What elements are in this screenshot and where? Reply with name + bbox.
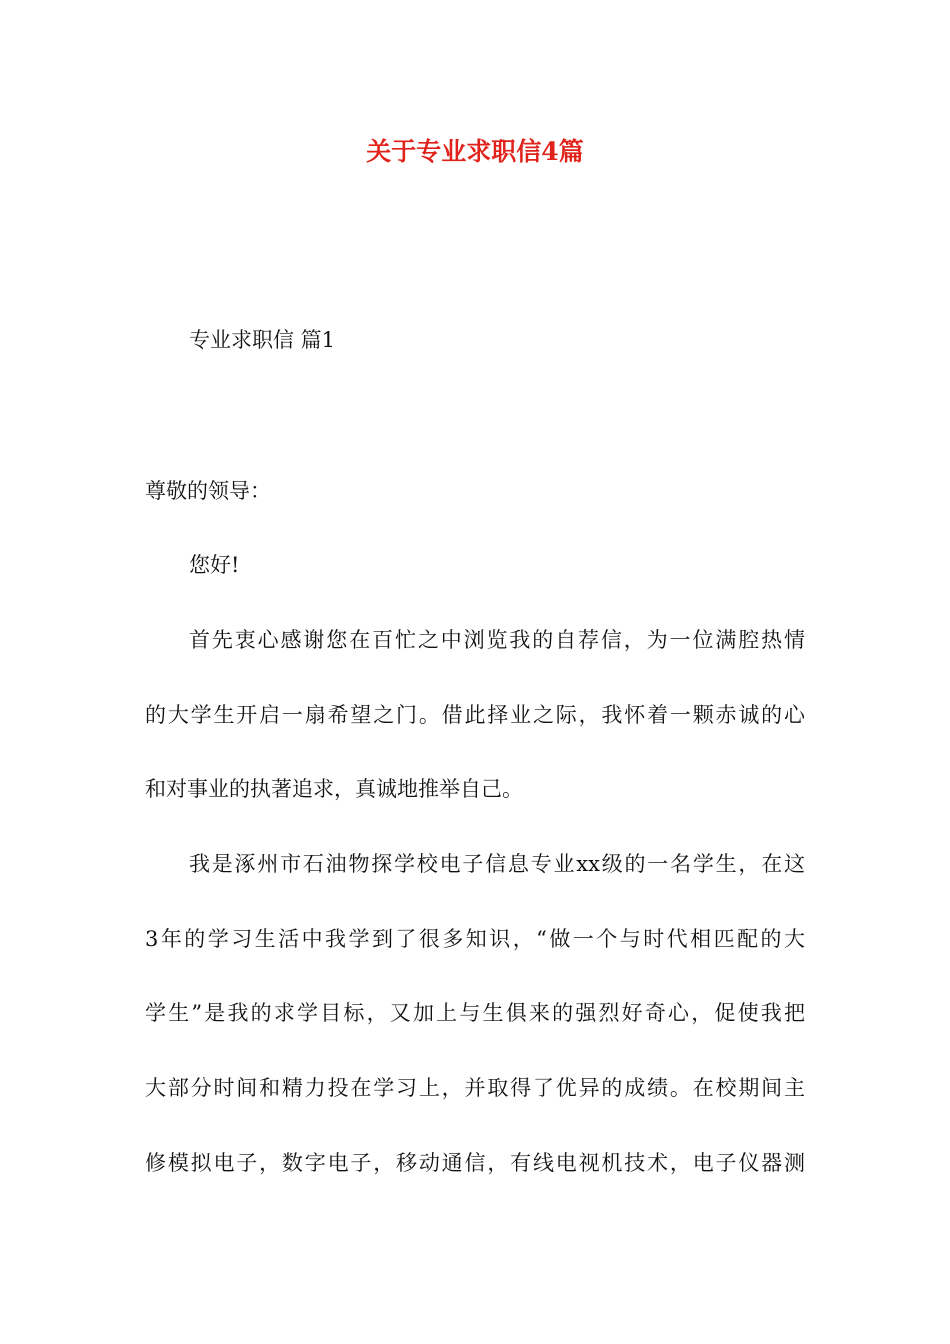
page-title: 关于专业求职信4篇 xyxy=(366,137,584,166)
paragraph-2-line-4: 大部分时间和精力投在学习上，并取得了优异的成绩。在校期间主 xyxy=(145,1076,805,1100)
paragraph-1-line-1: 首先衷心感谢您在百忙之中浏览我的自荐信，为一位满腔热情 xyxy=(189,628,805,652)
paragraph-1-line-2: 的大学生开启一扇希望之门。借此择业之际，我怀着一颗赤诚的心 xyxy=(145,703,805,727)
paragraph-1-line-3: 和对事业的执著追求，真诚地推举自己。 xyxy=(145,777,523,801)
paragraph-2-line-5: 修模拟电子，数字电子，移动通信，有线电视机技术，电子仪器测 xyxy=(145,1151,805,1175)
salutation: 尊敬的领导： xyxy=(145,479,271,503)
paragraph-2-line-2: 3年的学习生活中我学到了很多知识，“做一个与时代相匹配的大 xyxy=(145,927,805,951)
paragraph-2-line-3: 学生”是我的求学目标，又加上与生俱来的强烈好奇心，促使我把 xyxy=(145,1001,805,1025)
section-heading: 专业求职信 篇1 xyxy=(189,328,336,352)
paragraph-2-line-1: 我是涿州市石油物探学校电子信息专业xx级的一名学生，在这 xyxy=(189,852,805,876)
greeting: 您好! xyxy=(189,553,240,577)
